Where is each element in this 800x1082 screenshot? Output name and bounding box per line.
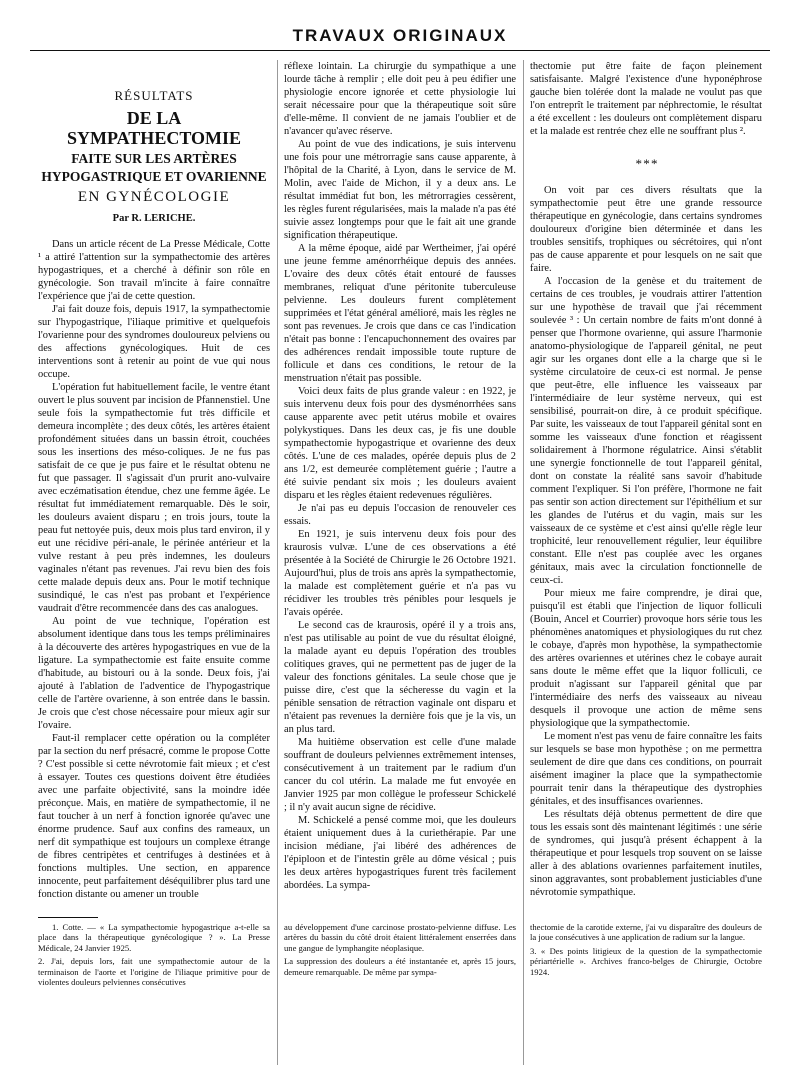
paragraph: M. Schickelé a pensé comme moi, que les douleurs étaient uniquement dues à la curiethérapie. Par une incision médiane, j'ai libéré des adhérences de l'épiploon et de l'intestin grêle au dôme vésical ; puis les deux artères hypogastriques furent très facilement abordées. La sympa- — [284, 815, 516, 891]
footnote: La suppression des douleurs a été instantanée et, après 15 jours, demeure remarquable. De même par sympa- — [284, 956, 516, 977]
section-separator: * * * — [635, 156, 657, 171]
paragraph: thectomie put être faite de façon pleinement satisfaisante. Malgré l'existence d'une hyponéphrose gauche bien tolérée dont la malade ne voulut pas que l'on entreprît le traitement par néphrectomie, le résultat a été excellent : les douleurs ont complètement disparu et la malade est rentrée chez elle ne souffrant plus ². — [530, 61, 762, 137]
footnotes-column-2 — [284, 922, 516, 1012]
paragraph: A la même époque, aidé par Wertheimer, j'ai opéré une jeune femme aménorrhéique depuis des années. L'ovaire des deux côtés était entouré de fausses membranes, reliquat d'une péritonite tuberculeuse pelvienne. Les douleurs furent complètement supprimées et l'état général amélioré, mais les règles ne sont pas revenues. Je crois que dans ce cas l'indication n'était pas bonne : l'encapuchonnement des ovaires par des adhérences rendait impossible toute rupture de follicule et dans ces conditions, le retour de la menstruation n'était pas possible. — [284, 243, 516, 384]
footnotes-column-1 — [38, 922, 270, 1012]
paragraph: Le second cas de kraurosis, opéré il y a trois ans, n'est pas utilisable au point de vue du résultat éloigné, la malade ayant eu depuis l'opération des troubles colitiques graves, qui ne permettent pas de juger de la valeur des fonctions génitales. La seule chose que je puisse dire, c'est que la sécheresse du vagin et la pénible sensation de rétraction vaginale ont disparu et n'étaient pas revenues la dernière fois que je la vis, un an plus tard. — [284, 620, 516, 735]
footnote: 1. Cotte. — « La sympathectomie hypogastrique a-t-elle sa place dans la thérapeutique gynécologique ? ». La Presse Médicale, 24 Janvier 1925. — [38, 922, 270, 953]
paragraph: Dans un article récent de La Presse Médicale, Cotte ¹ a attiré l'attention sur la sympathectomie des artères hypogastriques, et a cherché à définir son rôle en gynécologie. Son travail m'incite à faire connaître l'expérience que j'ai de cette question. — [38, 239, 270, 302]
paragraph: Au point de vue des indications, je suis intervenu une fois pour une métrorragie sans cause apparente, à l'hôpital de la Charité, à Lyon, dans le service de M. Molin, avec l'aide de Michon, il y a deux ans. Le résultat immédiat fut bon, les métrorragies cessèrent, les règles furent régularisées, mais la malade n'a pas été suivie assez longtemps pour que le fait ait une grande signification thérapeutique. — [284, 139, 516, 241]
page-header — [0, 0, 800, 52]
footnote-rule — [38, 917, 98, 918]
paragraph: Les résultats déjà obtenus permettent de dire que tous les essais sont dès maintenant légitimés : une série de syndromes, qui jusqu'à présent échappent à la thérapeutique et pour lesquels trop souvent on se laisse aller à des ablations ovariennes parfaitement inutiles, sinon aggravantes, sont probablement justiciables d'une névrotomie sympathique. — [530, 809, 762, 898]
paragraph: Le moment n'est pas venu de faire connaître les faits sur lesquels se base mon hypothèse ; on me permettra seulement de dire que dans ces conditions, on pourrait aisément imaginer la place que la sympathectomie pourrait tenir dans la thérapeutique des dystrophies génitales, et des insuffisances ovariennes. — [530, 731, 762, 807]
column-3 — [530, 60, 762, 1065]
paragraph: Au point de vue technique, l'opération est absolument identique dans tous les temps préliminaires à la découverte des artères hypogastriques en vue de la ligature. La sympathectomie est faite ensuite comme d'habitude, au bistouri ou à la sonde. Deux fois, j'ai ajouté à l'ablation de l'adventice de l'hypogastrique celle de l'artère ovarienne, à son entrée dans le bassin. Je crois que c'est chose nécessaire pour mieux agir sur l'ovaire. — [38, 616, 270, 731]
article-kicker: RÉSULTATS — [114, 88, 194, 103]
paragraph: En 1921, je suis intervenu deux fois pour des kraurosis vulvæ. L'une de ces observations a été présentée à la Société de Chirurgie le 26 Octobre 1921. Aujourd'hui, plus de trois ans après la sympathectomie, la malade est complètement guérie et n'a pas vu récidiver les troubles très pénibles pour lesquels je l'avais opérée. — [284, 529, 516, 618]
paragraph: J'ai fait douze fois, depuis 1917, la sympathectomie sur l'hypogastrique, l'iliaque primitive et quelquefois l'ovarienne pour des syndromes douloureux pelviens ou des affections gynécologiques. Huit de ces interventions sont à retenir au point de vue qui nous occupe. — [38, 304, 270, 380]
paragraph: L'opération fut habituellement facile, le ventre étant ouvert le plus souvent par incision de Pfannenstiel. Une seule fois la sympathectomie fut très difficile et demeura incomplète ; des deux côtés, les artères étaient profondément situées dans un bassin étroit, couchées sous les insertions des méso-coliques. Je ne fus pas satisfait de ce que je pus faire et le résultat obtenu ne fut que passager. Il s'agissait d'un prurit ano-vulvaire avec eczématisation étendue, chez une femme âgée. Le résultat fut immédiatement remarquable. Dès le soir, les douleurs avaient disparu ; en trois jours, toute la peau fut nettoyée puis, deux mois plus tard environ, il y eut une récidive péri-anale, le périnée antérieur et la vulve restant à peu près indemnes, les douleurs vaginales n'étant pas revenues. J'ai revu bien des fois cette malade depuis deux ans. Pour le motif technique susindiqué, le cas n'est pas probant et l'expérience vaudrait d'être recommencée dans des cas analogues. — [38, 382, 270, 614]
article-heading — [38, 88, 270, 224]
footnote: 3. « Des points litigieux de la question de la sympathectomie périartérielle ». Archives franco-belges de Chirurgie, Octobre 1924. — [530, 945, 762, 977]
paragraph: Pour mieux me faire comprendre, je dirai que, puisqu'il est établi que l'injection de liquor folliculi (Bouin, Ancel et Courrier) provoque hors série tous les phénomènes anatomiques et physiologiques du rut chez le cobaye, d'après mon hypothèse, la sympathectomie des artères ovariennes et utérines chez le cobaye aurait sans doute le même effet que la liquor folliculi, ce produit n'agissant sur l'appareil génital que par l'intermédiaire des nerfs des vaisseaux au niveau desquels il provoque une action de même sens physiologique que la sympathectomie. — [530, 588, 762, 729]
article-byline: Par R. LERICHE. — [112, 213, 196, 224]
column-divider — [523, 60, 524, 1065]
paragraph: Ma huitième observation est celle d'une malade souffrant de douleurs pelviennes extrêmement intenses, consécutivement à un traitement par le radium d'un cancer du col utérin. La malade me fut envoyée en Janvier 1925 par mon collègue le professeur Schickelé ; il n'y avait aucun signe de récidive. — [284, 737, 516, 813]
article-subtitle-2: EN GYNÉCOLOGIE — [77, 189, 231, 205]
paragraph: On voit par ces divers résultats que la sympathectomie peut être une grande ressource thérapeutique en gynécologie, dans certains syndromes douloureux d'origine bien déterminée et dans les troubles sensitifs, trophiques ou sécrétoires, qui n'ont pas de cause apparente et pour lesquels on ne sait que faire. — [530, 185, 762, 274]
column-1 — [38, 60, 270, 1065]
footnotes-column-3 — [530, 922, 762, 1012]
paragraph: Je n'ai pas eu depuis l'occasion de renouveler ces essais. — [284, 503, 516, 527]
article-subtitle: FAITE SUR LES ARTÈRES HYPOGASTRIQUE ET OVARIENNE — [41, 151, 267, 184]
footnote: 2. J'ai, depuis lors, fait une sympathectomie autour de la terminaison de l'aorte et l'origine de l'iliaque primitive pour de violentes douleurs pelviennes consécutives — [38, 956, 270, 988]
paragraph: A l'occasion de la genèse et du traitement de certains de ces troubles, je voudrais attirer l'attention sur une hypothèse de travail que j'ai récemment soulevée ³ : Un certain nombre de faits m'ont donné à penser que l'hormone ovarienne, qui assure l'harmonie anatomo-physiologique de l'appareil génital, ne peut agir sur les organes dont elle a la charge que si le système circulatoire de ceux-ci est normal. Je pense que peut-être, elle influence les vaisseaux par l'intermédiaire de leur système nerveux, qui est sensibilisé, pourrait-on dire, à ce produit spécifique. Par suite, les vaisseaux de tout l'appareil génital sont en somme les vaisseaux d'une fonction et réagissent solidairement à l'hormone régulatrice. Ainsi s'établit une synergie fonctionnelle de tout l'appareil génital, dont on constate la réalité sans savoir d'habitude comment l'expliquer. Si l'on préfère, l'hormone ne fait pas sentir son action directement sur l'épithélium et sur les glandes de l'utérus et du vagin, mais sur les vaisseaux de ce système et c'est ainsi qu'elle règle leur trophicité, leur renouvellement régulier, leur équilibre constant. Elle n'est pas couplée avec les organes génitaux, mais avec la circulation fonctionnelle de ceux-ci. — [530, 276, 762, 586]
paragraph: Voici deux faits de plus grande valeur : en 1922, je suis intervenu deux fois pour des dysménorrhées sans cause apparente avec petit utérus mobile et ovaires polykystiques. Dans les deux cas, je fis une double sympathectomie hypogastrique et ovarienne des deux côtés. L'une de ces malades, opérée depuis plus de 2 ans 1/2, est demeurée complètement guérie ; l'autre a été suivie pendant six mois ; les douleurs avaient disparu et les règles étaient redevenues régulières. — [284, 386, 516, 501]
footnote: thectomie de la carotide externe, j'ai vu disparaître des douleurs de la joue consécutives à une application de radium sur la langue. — [530, 922, 762, 943]
column-2 — [284, 60, 516, 1065]
column-divider — [277, 60, 278, 1065]
footnote: au développement d'une carcinose prostato-pelvienne diffuse. Les artères du bassin du côté droit étaient littéralement enserrées dans une gangue de lymphangite néoplasique. — [284, 922, 516, 953]
article-title: DE LA SYMPATHECTOMIE — [66, 108, 241, 148]
paragraph: réflexe lointain. La chirurgie du sympathique a une lourde tâche à remplir ; elle doit peu à peu édifier une physiologie encore ignorée et cette physiologie lui serait nécessaire pour que la thérapeutique soit sûre d'elle-même. Il convient de ne jamais l'oublier et de n'avancer qu'avec réserve. — [284, 61, 516, 137]
header-rule — [30, 50, 770, 51]
section-title: TRAVAUX ORIGINAUX — [292, 26, 508, 45]
paragraph: Faut-il remplacer cette opération ou la compléter par la section du nerf présacré, comme le propose Cotte ? C'est possible si cette névrotomie fait mieux ; et c'est à essayer. Toutes ces questions doivent être étudiées avec une parfaite objectivité, sans la moindre idée préconçue. Mais, en matière de sympathectomie, il ne faut toucher à un nerf à fonction ignorée qu'avec une énorme prudence. Sauf aux confins des rameaux, un nerf dit sympathique est toujours un complexe étrange de fibres centripètes et centrifuges à destinées et à fonctions multiples. Une section, en apparence innocente, peut parfaitement déséquilibrer plus tard une fonction distante ou amener un trouble — [38, 733, 270, 900]
